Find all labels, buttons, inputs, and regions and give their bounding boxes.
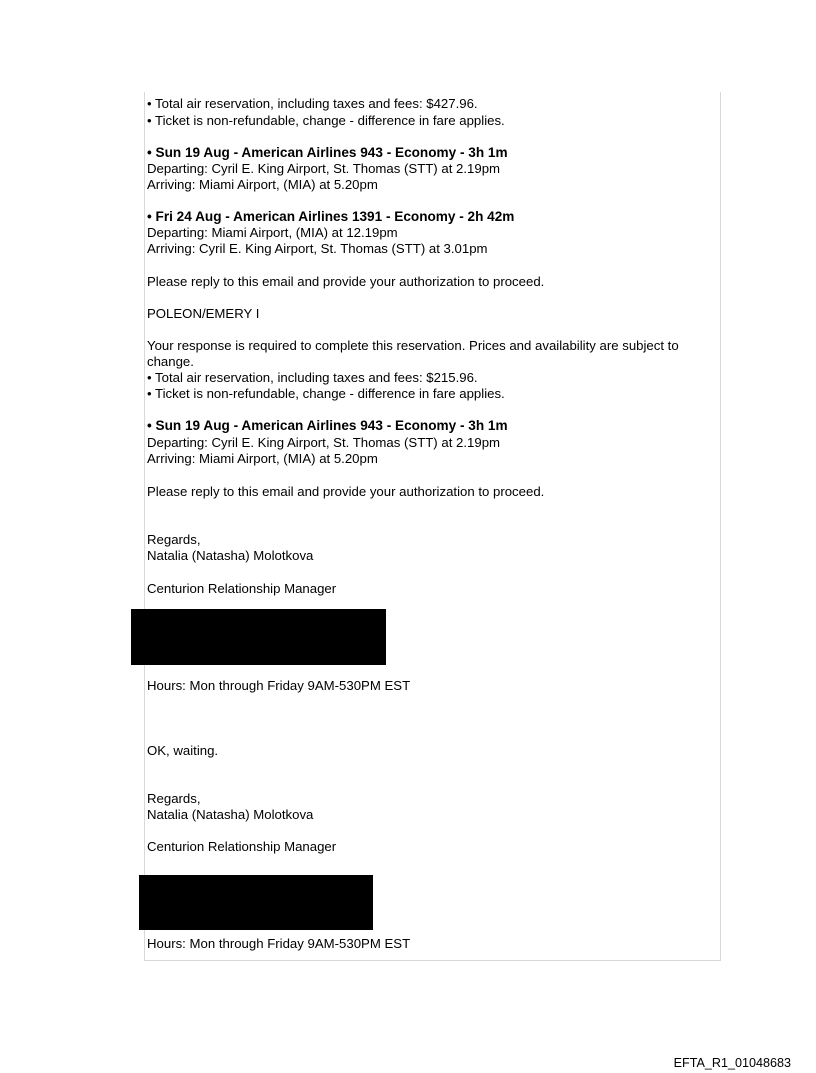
flight-heading-return: • Fri 24 Aug - American Airlines 1391 - Economy - 2h 42m (147, 209, 515, 224)
authorization-request-2: Please reply to this email and provide your authorization to proceed. (147, 484, 545, 499)
departing-line-1: Departing: Cyril E. King Airport, St. Thomas (STT) at 2.19pm (147, 161, 501, 176)
departing-line-3: Departing: Cyril E. King Airport, St. Thomas (STT) at 2.19pm (147, 435, 501, 450)
reply-message: OK, waiting. (147, 743, 219, 758)
regards-1: Regards, (147, 532, 201, 547)
ticket-terms-line-2: • Ticket is non-refundable, change - difference in fare applies. (147, 386, 505, 401)
redaction-block-2 (139, 875, 373, 930)
authorization-request-1: Please reply to this email and provide your authorization to proceed. (147, 274, 545, 289)
arriving-line-3: Arriving: Miami Airport, (MIA) at 5.20pm (147, 451, 378, 466)
arriving-line-1: Arriving: Miami Airport, (MIA) at 5.20pm (147, 177, 378, 192)
regards-2: Regards, (147, 791, 201, 806)
hours-line-1: Hours: Mon through Friday 9AM-530PM EST (147, 678, 411, 693)
total-fare-line-1: • Total air reservation, including taxes and fees: $427.96. (147, 96, 478, 111)
response-required-line-cont: change. (147, 354, 194, 369)
flight-heading-outbound-1: • Sun 19 Aug - American Airlines 943 - Economy - 3h 1m (147, 145, 508, 160)
passenger-name: POLEON/EMERY I (147, 306, 260, 321)
hours-line-2: Hours: Mon through Friday 9AM-530PM EST (147, 936, 411, 951)
departing-line-2: Departing: Miami Airport, (MIA) at 12.19pm (147, 225, 398, 240)
signature-title-2: Centurion Relationship Manager (147, 839, 337, 854)
arriving-line-2: Arriving: Cyril E. King Airport, St. Thomas (STT) at 3.01pm (147, 241, 488, 256)
signature-name-2: Natalia (Natasha) Molotkova (147, 807, 314, 822)
total-fare-line-2: • Total air reservation, including taxes and fees: $215.96. (147, 370, 478, 385)
document-id: EFTA_R1_01048683 (673, 1056, 791, 1070)
signature-name-1: Natalia (Natasha) Molotkova (147, 548, 314, 563)
flight-heading-outbound-2: • Sun 19 Aug - American Airlines 943 - Economy - 3h 1m (147, 418, 508, 433)
response-required-line: Your response is required to complete this reservation. Prices and availability are subject to (147, 338, 679, 353)
redaction-block-1 (131, 609, 386, 665)
signature-title-1: Centurion Relationship Manager (147, 581, 337, 596)
ticket-terms-line-1: • Ticket is non-refundable, change - difference in fare applies. (147, 113, 505, 128)
